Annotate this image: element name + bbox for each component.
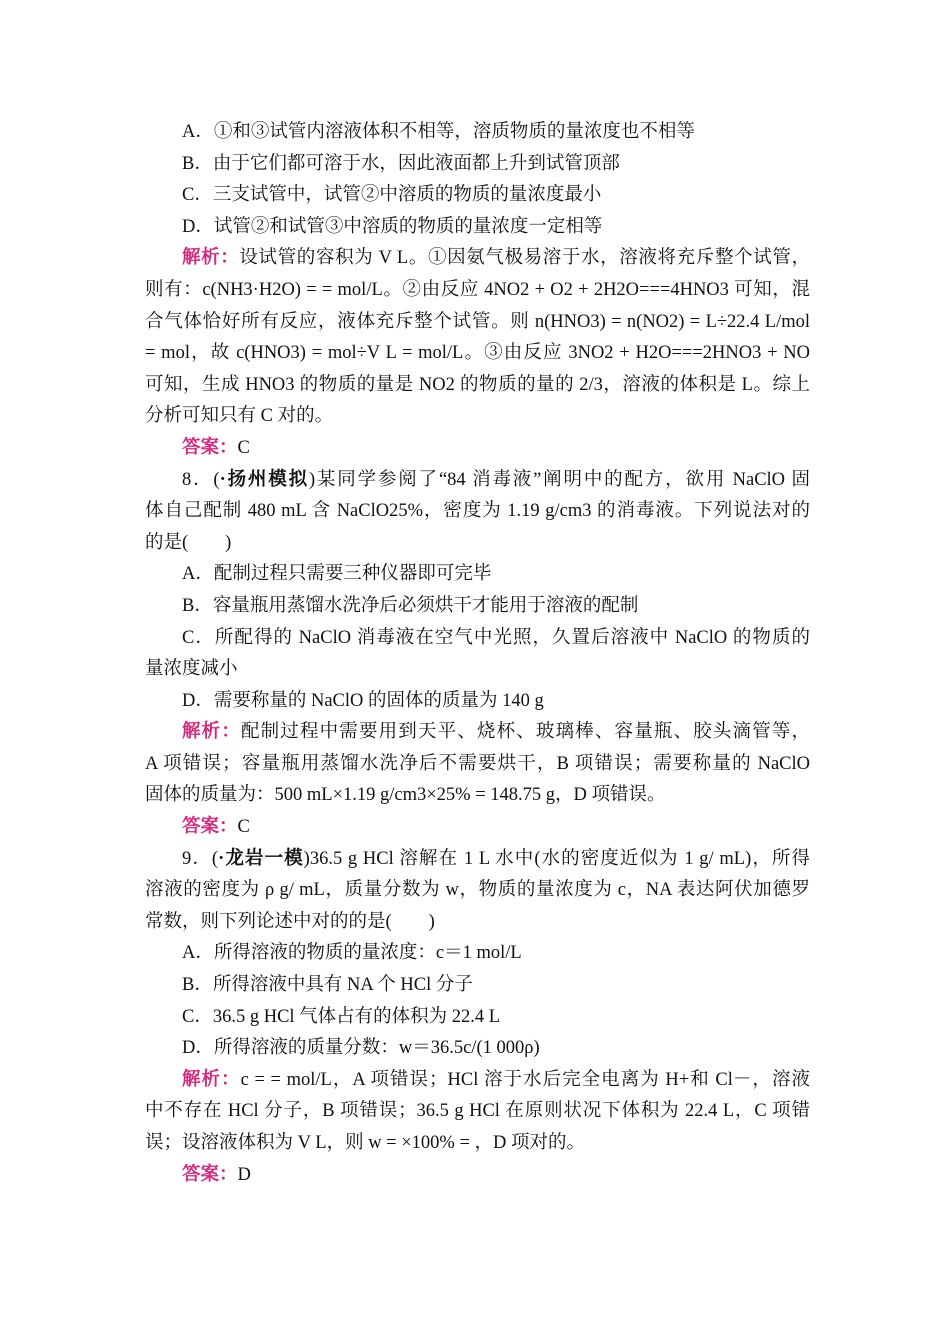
q9-option-a: A．所得溶液的物质的量浓度：c＝1 mol/L <box>182 943 522 964</box>
q9-stem-line-3: 常数，则下列论述中对的的是( ) <box>145 911 435 932</box>
answer-label: 答案： <box>182 1164 238 1185</box>
q7-analysis-line-2: 则有：c(NH3·H2O) = = mol/L。②由反应 4NO2 + O2 + 2H2O===4HNO3 可知，混 <box>145 279 810 300</box>
q7-analysis-line-6: 分析可知只有 C 对的。 <box>145 406 334 427</box>
analysis-label: 解析： <box>182 722 241 743</box>
q7-analysis-line-4: = mol，故 c(HNO3) = mol÷V L = mol/L。③由反应 3NO2 + H2O===2HNO3 + NO <box>145 343 810 364</box>
q7-answer-value: C <box>237 437 250 458</box>
q9-analysis-line-3: 误；设溶液体积为 V L，则 w = ×100% = ，D 项对的。 <box>145 1133 586 1153</box>
q9-source: ·龙岩一模 <box>218 848 304 869</box>
q7-option-c: C．三支试管中，试管②中溶质的物质的量浓度最小 <box>182 185 602 206</box>
answer-label: 答案： <box>182 817 238 838</box>
q8-analysis-line-2: A 项错误；容量瓶用蒸馏水洗净后不需要烘干，B 项错误；需要称量的 NaClO <box>145 753 810 774</box>
q9-analysis-line-1: 解析：c = = mol/L，A 项错误；HCl 溶于水后完全电离为 H+和 Cl－，溶液 <box>182 1069 810 1090</box>
q8-option-a: A．配制过程只需要三种仪器即可完毕 <box>182 564 492 585</box>
q7-option-b: B．由于它们都可溶于水，因此液面都上升到试管顶部 <box>182 153 620 174</box>
q8-stem-line-1: 8．(·扬州模拟)某同学参阅了“84 消毒液”阐明中的配方，欲用 NaClO 固 <box>182 469 810 490</box>
q8-answer <box>145 812 810 844</box>
q9-stem-line-2: 溶液的密度为 ρ g/ mL，质量分数为 w，物质的量浓度为 c，NA 表达阿伏加德罗 <box>145 880 810 901</box>
q7-analysis-line-3: 合气体恰好所有反应，液体充斥整个试管。则 n(HNO3) = n(NO2) = L÷22.4 L/mol <box>145 311 810 332</box>
q9-answer <box>145 1160 810 1192</box>
q8-option-c-line-2: 量浓度减小 <box>145 659 238 680</box>
analysis-label: 解析： <box>182 248 240 269</box>
q8-stem-line-3: 的是( ) <box>145 532 232 553</box>
q8-option-b: B．容量瓶用蒸馏水洗净后必须烘干才能用于溶液的配制 <box>182 595 639 616</box>
q7-analysis-line-5: 可知，生成 HNO3 的物质的量是 NO2 的物质的量的 2/3，溶液的体积是 L。综上 <box>145 374 810 395</box>
q8-stem-line-2: 体自己配制 480 mL 含 NaClO25%，密度为 1.19 g/cm3 的消毒液。下列说法对的 <box>145 501 810 522</box>
q9-stem-line-1: 9．(·龙岩一模)36.5 g HCl 溶解在 1 L 水中(水的密度近似为 1 g/ mL)，所得 <box>182 848 810 869</box>
analysis-label: 解析： <box>182 1069 241 1090</box>
q8-analysis-line-3: 固体的质量为：500 mL×1.19 g/cm3×25% = 148.75 g，D 项错误。 <box>145 785 666 806</box>
answer-label: 答案： <box>182 437 238 458</box>
q9-option-b: B．所得溶液中具有 NA 个 HCl 分子 <box>182 975 473 996</box>
q9-analysis-line-2: 中不存在 HCl 分子，B 项错误；36.5 g HCl 在原则状况下体积为 22.4 L，C 项错 <box>145 1101 810 1122</box>
q8-answer-value: C <box>237 817 250 838</box>
q8-option-d: D．需要称量的 NaClO 的固体的质量为 140 g <box>182 690 544 711</box>
q9-option-c: C．36.5 g HCl 气体占有的体积为 22.4 L <box>182 1006 501 1027</box>
q9-option-d: D．所得溶液的质量分数：w＝36.5c/(1 000ρ) <box>182 1038 540 1059</box>
q7-analysis-line-1: 解析：设试管的容积为 V L。①因氨气极易溶于水，溶液将充斥整个试管， <box>182 248 810 269</box>
q8-option-c-line-1: C．所配得的 NaClO 消毒液在空气中光照，久置后溶液中 NaClO 的物质的 <box>182 627 810 648</box>
q7-answer <box>145 433 810 465</box>
q7-option-a: A．①和③试管内溶液体积不相等，溶质物质的量浓度也不相等 <box>182 122 695 142</box>
document-page <box>145 117 810 1191</box>
q8-analysis-line-1: 解析：配制过程中需要用到天平、烧杯、玻璃棒、容量瓶、胶头滴管等， <box>182 722 810 743</box>
q7-option-d: D．试管②和试管③中溶质的物质的量浓度一定相等 <box>182 216 603 237</box>
q8-source: ·扬州模拟 <box>219 469 309 490</box>
q9-answer-value: D <box>237 1164 251 1185</box>
